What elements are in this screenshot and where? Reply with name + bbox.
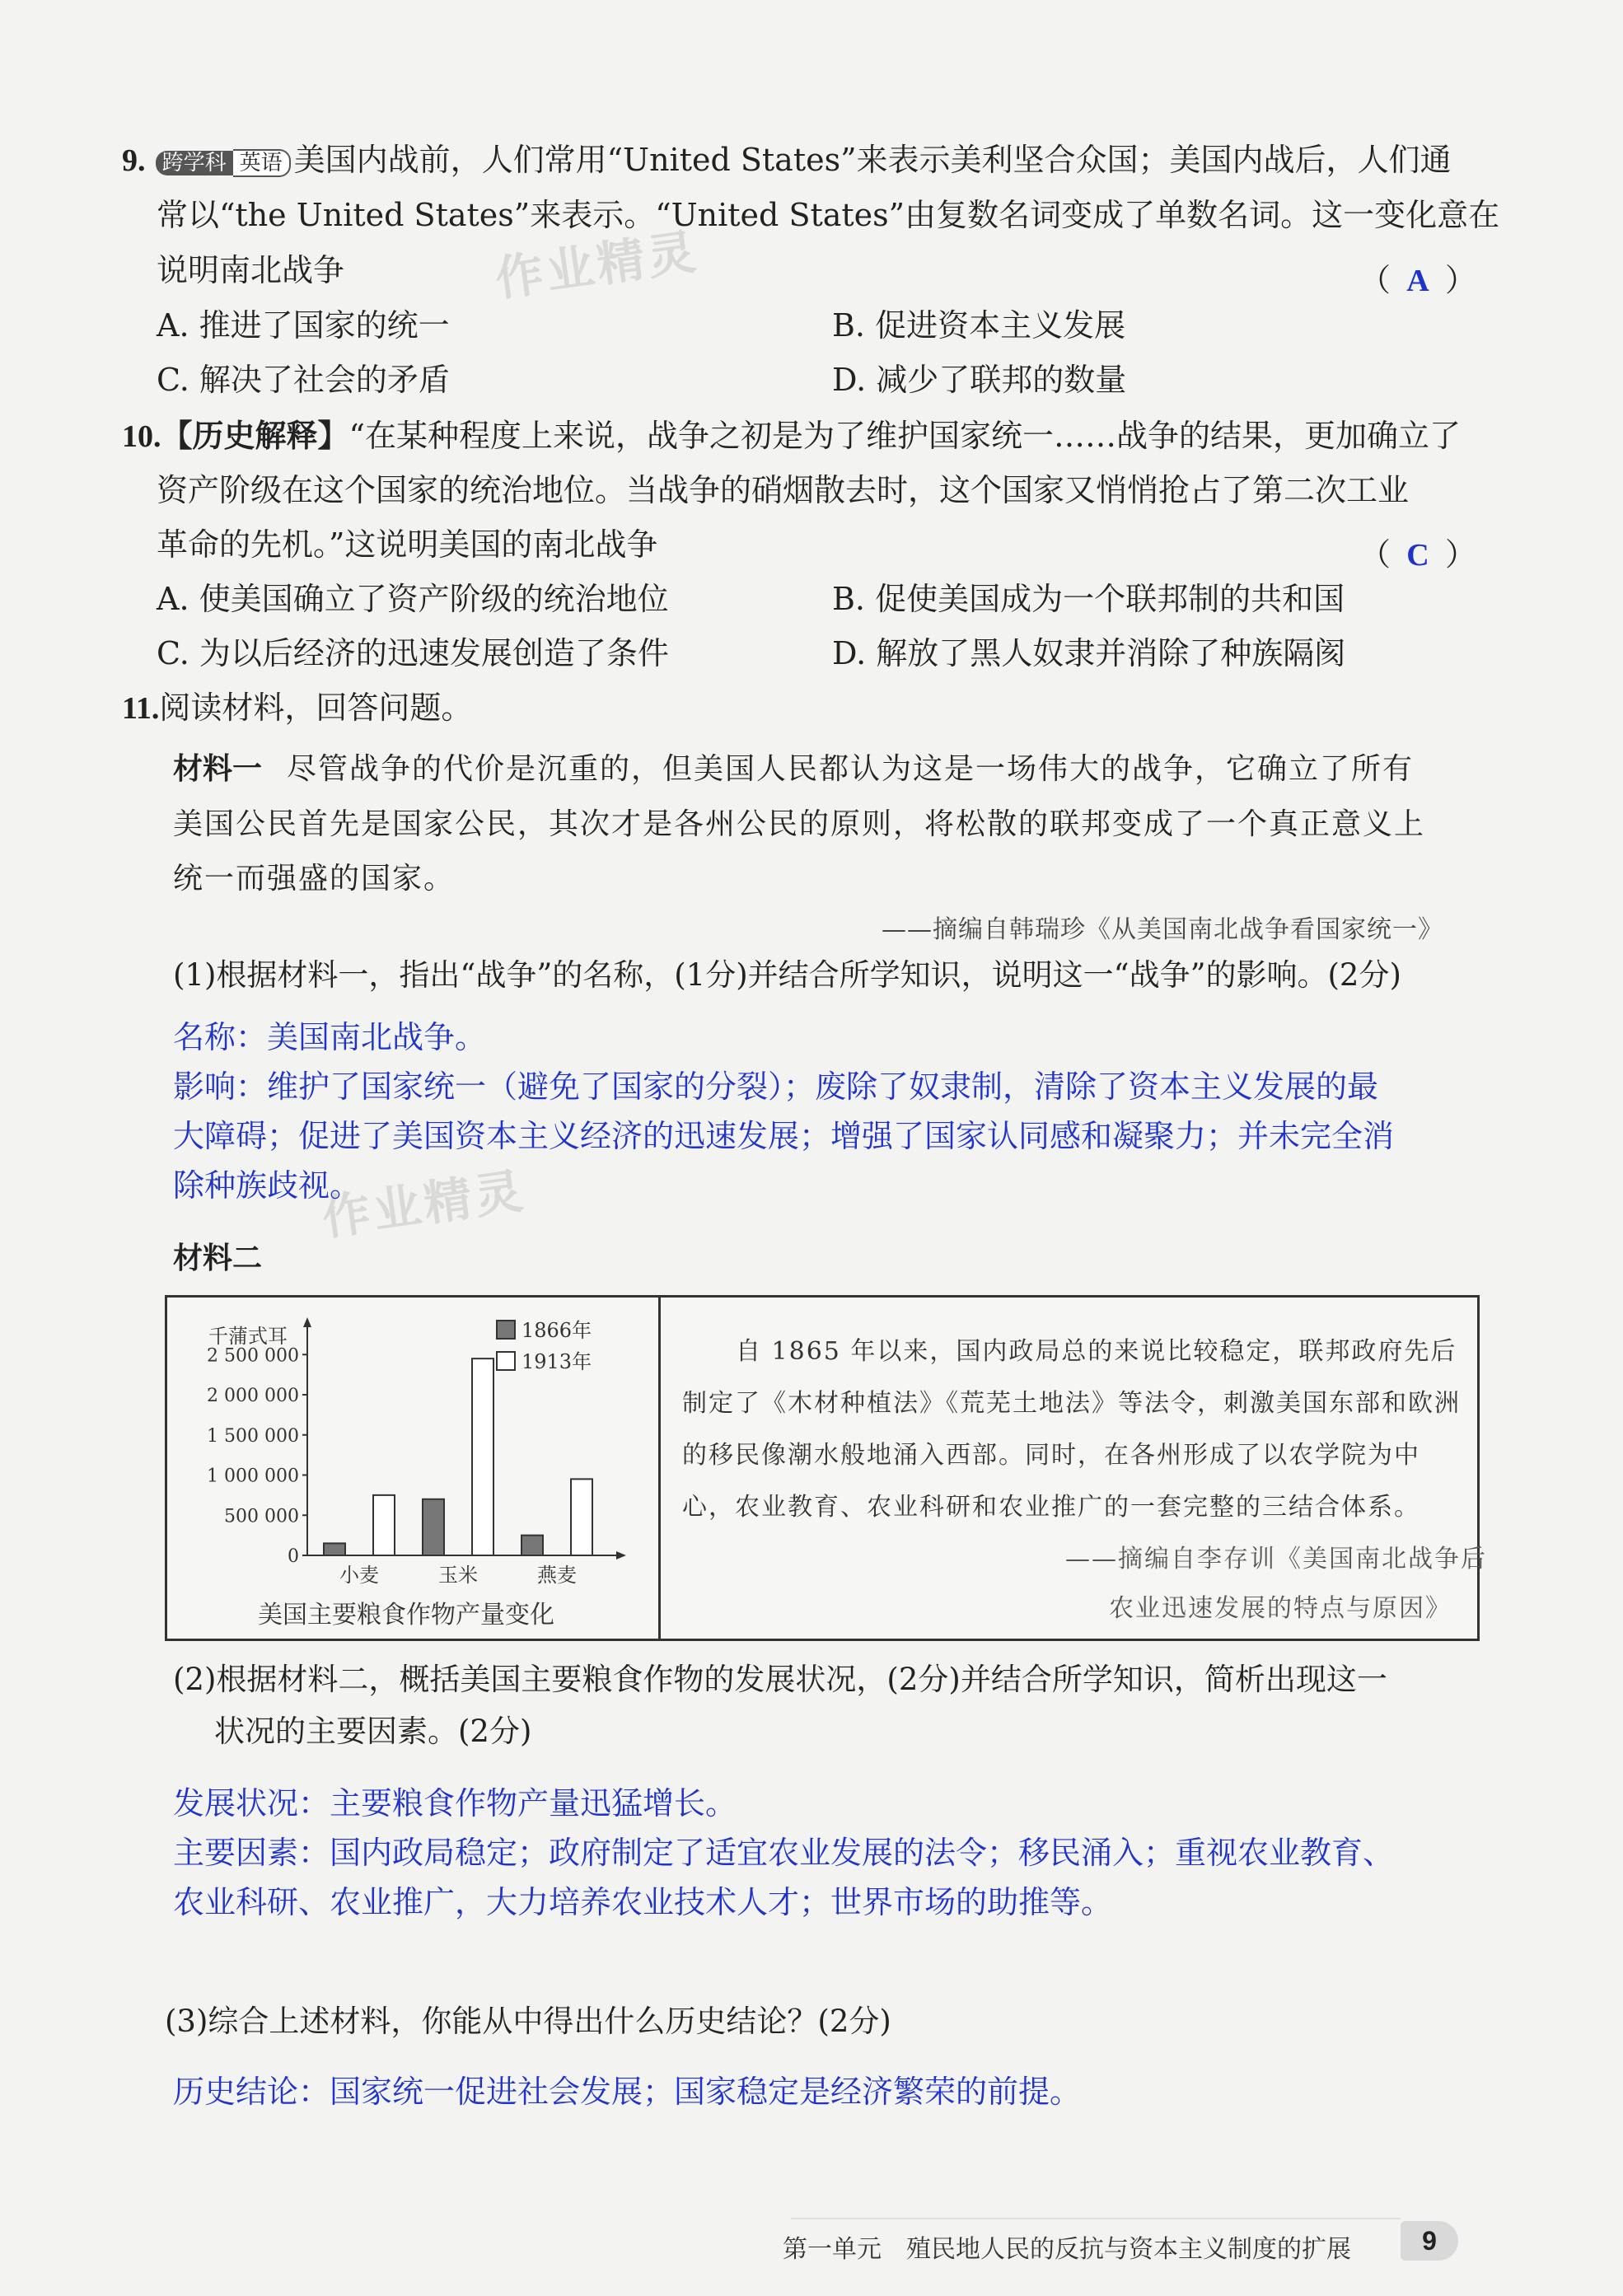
material-1-label: 材料一: [173, 752, 263, 786]
question-text: 资产阶级在这个国家的统治地位。当战争的硝烟散去时，这个国家又悄悄抢占了第二次工业: [157, 472, 1410, 508]
x-tick-label: 玉米: [438, 1564, 478, 1587]
material-1-line: 统一而强盛的国家。: [173, 862, 456, 895]
bar-1913年-小麦: [373, 1495, 395, 1555]
answer-line: 影响：维护了国家统一（避免了国家的分裂）；废除了奴隶制，清除了资本主义发展的最: [173, 1069, 1379, 1105]
option-c: C. 为以后经济的迅速发展创造了条件: [157, 635, 669, 671]
question-text: 常以“the United States”来表示。“United States”由复数名词变成了单数名词。这一变化意在: [157, 197, 1500, 233]
bar-1913年-玉米: [472, 1358, 493, 1555]
watermark: 作业精灵: [492, 223, 703, 307]
x-tick-label: 小麦: [339, 1564, 379, 1587]
material-2-text: 心，农业教育、农业科研和农业推广的一套完整的三结合体系。: [682, 1493, 1420, 1522]
question-text: 说明南北战争: [157, 252, 345, 288]
bar-1866年-燕麦: [522, 1536, 543, 1555]
answer-bracket: （ A ）: [1359, 262, 1477, 298]
material-1-line: 美国公民首先是国家公民，其次才是各州公民的原则，将松散的联邦变成了一个真正意义上: [173, 807, 1426, 841]
material-2-text: 的移民像潮水般地涌入西部。同时，在各州形成了以农学院为中: [682, 1441, 1420, 1470]
option-c: C. 解决了社会的矛盾: [157, 362, 450, 398]
answer-line: 农业科研、农业推广，大力培养农业技术人才；世界市场的助推等。: [173, 1884, 1113, 1920]
question-11: [122, 692, 472, 724]
y-tick-label: 1 500 000: [207, 1425, 299, 1447]
footer-text: 第一单元 殖民地人民的反抗与资本主义制度的扩展: [783, 2235, 1351, 2264]
answer-line: 名称：美国南北战争。: [173, 1019, 487, 1055]
question-number: 10.: [122, 419, 161, 454]
material-2-source: ——摘编自李存训《美国南北战争后: [1065, 1545, 1487, 1574]
question-9: [122, 144, 1452, 177]
sub-question-2: 状况的主要因素。(2分): [214, 1714, 532, 1749]
answer-line: 历史结论：国家统一促进社会发展；国家稳定是经济繁荣的前提。: [173, 2074, 1082, 2110]
y-tick-label: 0: [288, 1546, 299, 1567]
box-divider: [658, 1298, 661, 1639]
y-axis-arrow: [303, 1317, 311, 1327]
question-text: 美国内战前，人们常用“United States”来表示美利坚合众国；美国内战后，人们通: [293, 142, 1452, 178]
page-number: 9: [1401, 2221, 1458, 2261]
choice-answer: C: [1406, 538, 1429, 573]
bar-1913年-燕麦: [571, 1479, 592, 1555]
material-2-source: 农业迅速发展的特点与原因》: [1109, 1594, 1452, 1623]
answer-line: 发展状况：主要粮食作物产量迅猛增长。: [173, 1785, 737, 1821]
question-text: “在某种程度上来说，战争之初是为了维护国家统一……战争的结果，更加确立了: [348, 418, 1461, 454]
chart-title: 美国主要粮食作物产量变化: [258, 1601, 554, 1630]
question-text: 革命的先机。”这说明美国的南北战争: [157, 526, 658, 563]
answer-bracket: （ C ）: [1359, 536, 1477, 573]
y-axis-label: 千蒲式耳: [208, 1325, 288, 1348]
sub-question-2: (2)根据材料二，概括美国主要粮食作物的发展状况，(2分)并结合所学知识，简析出现这一: [173, 1662, 1387, 1697]
bar-1866年-玉米: [423, 1499, 444, 1555]
option-b: B. 促进资本主义发展: [832, 307, 1126, 344]
legend-label: 1913年: [522, 1350, 592, 1373]
y-tick-label: 2 000 000: [207, 1386, 299, 1406]
material-2-box: [165, 1295, 1487, 1641]
watermark: 作业精灵: [319, 1162, 530, 1246]
question-number: 11.: [122, 691, 160, 726]
crop-output-chart: [167, 1298, 658, 1639]
footer-rule: [791, 2218, 1401, 2219]
choice-answer: A: [1406, 264, 1429, 298]
x-axis-arrow: [616, 1551, 626, 1560]
x-tick-label: 燕麦: [537, 1564, 577, 1587]
bar-1866年-小麦: [324, 1543, 345, 1555]
answer-line: 主要因素：国内政局稳定；政府制定了适宜农业发展的法令；移民涌入；重视农业教育、: [173, 1835, 1395, 1871]
option-b: B. 促使美国成为一个联邦制的共和国: [832, 581, 1345, 617]
answer-line: 除种族歧视。: [173, 1167, 362, 1204]
legend-swatch: [497, 1352, 515, 1370]
question-10: [122, 420, 1461, 452]
option-d: D. 解放了黑人奴隶并消除了种族隔阂: [832, 635, 1346, 671]
subject-tag: 英语: [233, 149, 291, 177]
sub-question-3: (3)综合上述材料，你能从中得出什么历史结论？(2分): [165, 2004, 891, 2039]
question-stem: 阅读材料，回答问题。: [159, 690, 473, 726]
material-1-line: 材料一 尽管战争的代价是沉重的，但美国人民都认为这是一场伟大的战争，它确立了所有: [173, 752, 1415, 786]
legend-label: 1866年: [522, 1319, 592, 1342]
material-2-label: 材料二: [173, 1242, 263, 1275]
answer-line: 大障碍；促进了美国资本主义经济的迅速发展；增强了国家认同感和凝聚力；并未完全消: [173, 1118, 1395, 1154]
y-tick-label: 2 500 000: [207, 1345, 299, 1367]
skill-tag: 【历史解释】: [161, 418, 349, 454]
legend-swatch: [497, 1321, 515, 1339]
option-a: A. 使美国确立了资产阶级的统治地位: [157, 581, 669, 617]
option-d: D. 减少了联邦的数量: [832, 362, 1127, 398]
question-number: 9.: [122, 143, 146, 178]
cross-subject-tag: 跨学科: [156, 151, 233, 175]
y-tick-label: 500 000: [224, 1506, 299, 1527]
option-a: A. 推进了国家的统一: [157, 307, 450, 344]
y-tick-label: 1 000 000: [207, 1466, 299, 1487]
sub-question-1: (1)根据材料一，指出“战争”的名称，(1分)并结合所学知识，说明这一“战争”的影响。(2分): [173, 957, 1401, 993]
material-2-text: 自 1865 年以来，国内政局总的来说比较稳定，联邦政府先后: [736, 1337, 1457, 1366]
material-2-text: 制定了《木材种植法》《荒芜土地法》等法令，刺激美国东部和欧洲: [682, 1389, 1461, 1418]
material-1-source: ——摘编自韩瑞珍《从美国南北战争看国家统一》: [882, 915, 1443, 944]
